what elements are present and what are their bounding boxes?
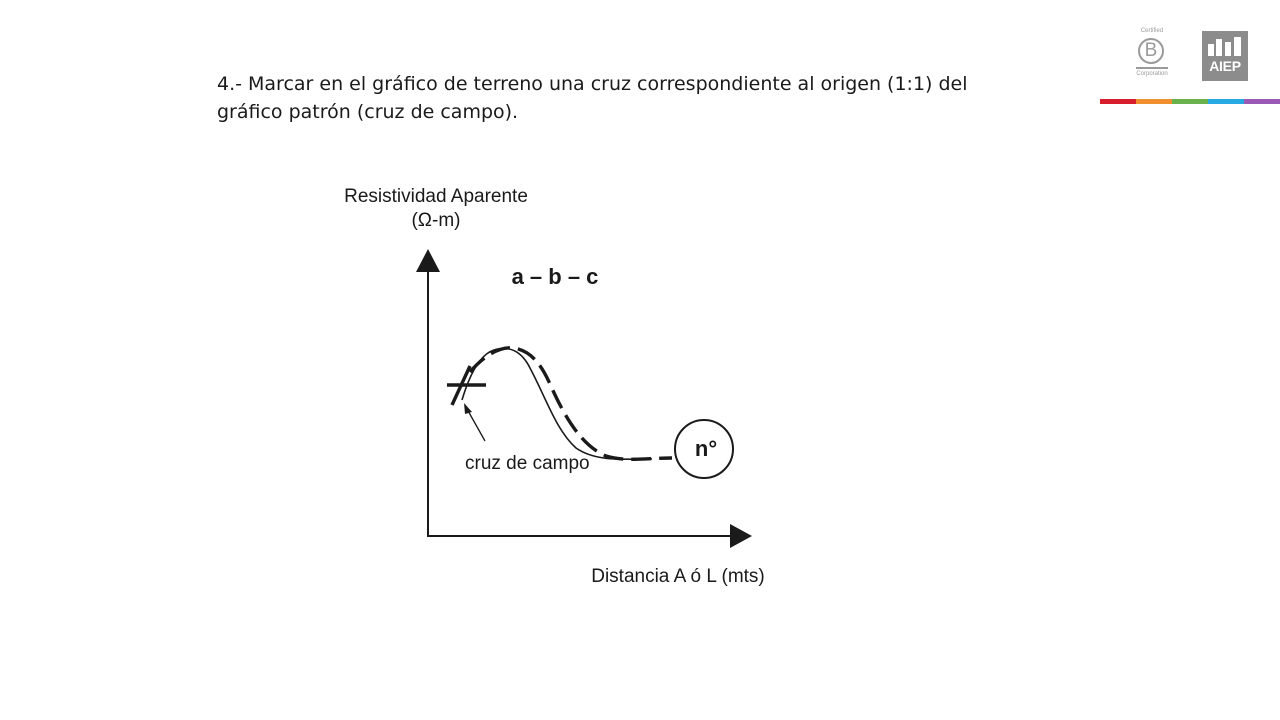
bcorp-bottom-text: Corporation	[1136, 71, 1168, 77]
y-axis-arrow-icon	[416, 249, 440, 272]
circle-label: n°	[694, 436, 718, 461]
aiep-logo-text: AIEP	[1209, 58, 1241, 74]
y-axis-label-line-1: Resistividad Aparente	[344, 186, 528, 207]
instruction-line-1: 4.- Marcar en el gráfico de terreno una cruz correspondiente al origen (1:1) del	[217, 73, 968, 95]
y-axis-label-line-2: (Ω-m)	[411, 210, 461, 231]
bcorp-top-text: Certified	[1140, 28, 1164, 34]
x-axis-arrow-icon	[730, 524, 752, 548]
field-curve-solid	[462, 348, 652, 459]
cross-pointer-line	[467, 409, 485, 441]
x-axis-label: Distancia A ó L (mts)	[591, 566, 765, 587]
curve-label: a – b – c	[511, 264, 599, 289]
cross-label: cruz de campo	[465, 453, 590, 474]
bcorp-letter: B	[1144, 40, 1158, 61]
cross-pointer-arrow-icon	[464, 403, 472, 414]
instruction-line-2: gráfico patrón (cruz de campo).	[217, 101, 519, 123]
